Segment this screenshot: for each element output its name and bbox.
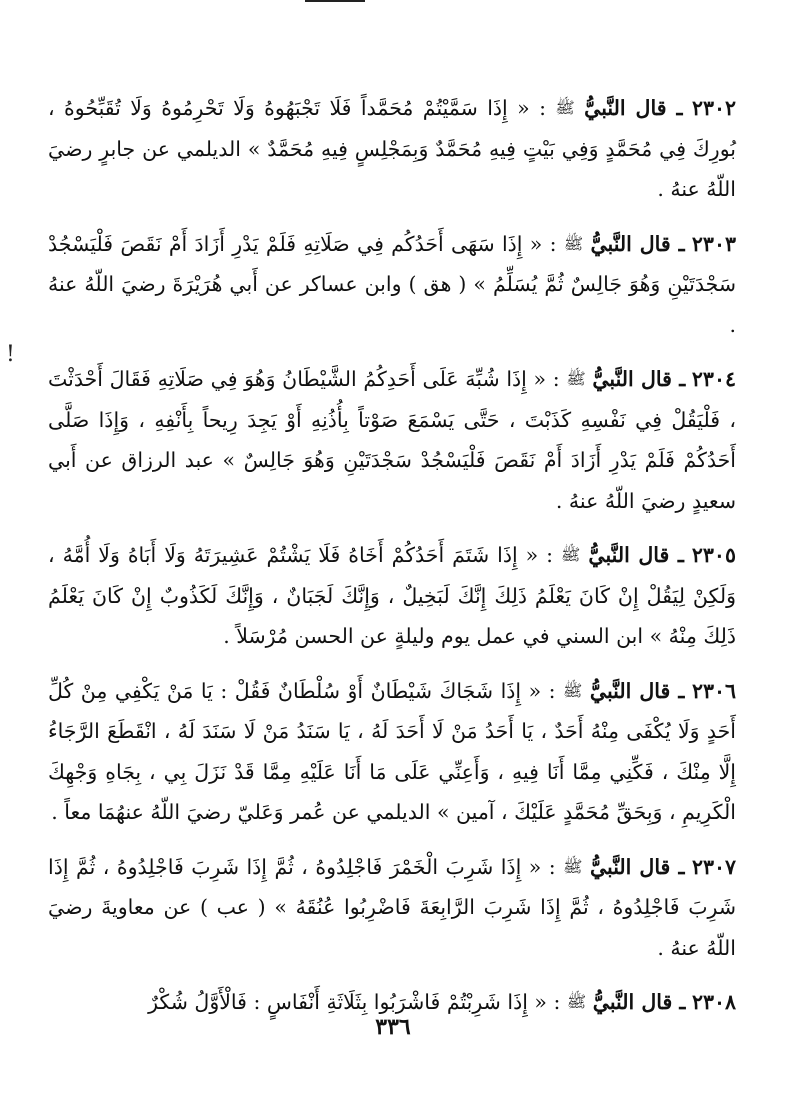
salawat-glyph: ﷺ [555,98,575,117]
hadith-2306: ٢٣٠٦ ـ قال النَّبيُّ ﷺ : « إِذَا شَجَاكَ شَيْطَانٌ أَوْ سُلْطَانٌ فَقُلْ : يَا مَنْ يَكْفِي مِنْ كُلِّ أَحَدٍ وَلَا يُكْفَى مِنْهُ أَحَدٌ ، يَا أَحَدُ مَنْ لَا أَحَدَ لَهُ ، يَا سَنَدُ مَنْ لَا سَنَدَ لَهُ ، انْقَطَعَ الرَّجَاءُ إِلَّا مِنْكَ ، فَكِّنِي مِمَّا أَنَا فِيهِ ، وَأَعِنِّي عَلَى مَا أَنَا عَلَيْهِ مِمَّا قَدْ نَزَلَ بِي ، بِجَاهِ وَجْهِكَ الْكَرِيمِ ، وَبِحَقِّ مُحَمَّدٍ عَلَيْكَ ، آمين » الديلمي عن عُمر وَعَليّ رضيَ اللّهُ عنهُمَا معاً . [48,678,736,824]
salawat-glyph: ﷺ [566,369,586,388]
hadith-2305: ٢٣٠٥ ـ قال النَّبيُّ ﷺ : « إِذَا شَتَمَ أَحَدُكُمْ أَخَاهُ فَلَا يَشْتُمْ عَشِيرَتَهُ وَلَا أَبَاهُ وَلَا أُمَّهُ ، وَلَكِنْ لِيَقُلْ إِنْ كَانَ يَعْلَمُ ذَلِكَ إِنَّكَ لَبَخِيلٌ ، وَإِنَّكَ لَجَبَانٌ ، وَإِنَّكَ لَكَذُوبٌ إِنْ كَانَ يَعْلَمُ ذَلِكَ مِنْهُ » ابن السني في عمل يوم وليلةٍ عن الحسن مُرْسَلاً . [48,543,736,648]
hadith-text: : « إِذَا سَهَى أَحَدُكُم فِي صَلَاتِهِ فَلَمْ يَدْرِ أَزَادَ أَمْ نَقَصَ فَلْيَسْجُدْ سَجْدَتَيْنِ وَهُوَ جَالِسٌ ثُمَّ يُسَلِّمُ » ( هق ) وابن عساكر عن أَبي هُرَيْرَةَ رضيَ اللّهُ عنهُ . [48,231,736,337]
salawat-glyph: ﷺ [563,856,583,876]
hadith-2303: ٢٣٠٣ ـ قال النَّبيُّ ﷺ : « إِذَا سَهَى أَحَدُكُم فِي صَلَاتِهِ فَلَمْ يَدْرِ أَزَادَ أَمْ نَقَصَ فَلْيَسْجُدْ سَجْدَتَيْنِ وَهُوَ جَالِسٌ ثُمَّ يُسَلِّمُ » ( هق ) وابن عساكر عن أَبي هُرَيْرَةَ رضيَ اللّهُ عنهُ . [48,231,736,337]
hadith-number: ٢٣٠٥ [691,543,736,567]
hadith-number: ٢٣٠٧ [691,854,736,879]
salawat-glyph: ﷺ [563,233,584,253]
hadith-lead: قال النَّبيُّ [592,367,672,391]
hadith-text: : « إِذَا شَرِبْتُمْ فَاشْرَبُوا بِثَلَاثَةِ أَنْفَاسٍ : فَالْأَوَّلُ شُكْرٌ [148,990,561,1014]
hadith-lead: قال النَّبيُّ [589,678,671,703]
salawat-glyph: ﷺ [563,680,583,700]
hadith-number: ٢٣٠٤ [691,367,736,391]
hadith-lead: قال النَّبيُّ [590,231,671,256]
hadith-text: : « إِذَا شَرِبَ الْخَمْرَ فَاجْلِدُوهُ ، ثُمَّ إِذَا شَرِبَ فَاجْلِدُوهُ ، ثُمَّ إِذَا شَرِبَ فَاجْلِدُوهُ ، ثُمَّ إِذَا شَرِبَ الرَّابِعَةَ فَاضْرِبُوا عُنُقَهُ » ( عب ) عن معاويةَ رضيَ اللّهُ عنهُ . [48,854,736,960]
hadith-number: ٢٣٠٣ [691,231,736,256]
hadith-number: ٢٣٠٨ [691,990,736,1014]
hadith-lead: قال النَّبيُّ [584,96,667,120]
hadith-text: : « إِذَا شُبِّهَ عَلَى أَحَدِكُمُ الشَّيْطَانُ وَهُوَ فِي صَلَاتِهِ فَقَالَ أَحْدَثْتَ ، فَلْيَقُلْ فِي نَفْسِهِ كَذَبْتَ ، حَتَّى يَسْمَعَ صَوْتاً بِأُذُنِهِ أَوْ يَجِدَ رِيحاً بِأَنْفِهِ ، وَإِذَا صَلَّى أَحَدُكُمْ فَلَمْ يَدْرِ أَزَادَ أَمْ نَقَصَ فَلْيَسْجُدْ سَجْدَتَيْنِ وَهُوَ جَالِسٌ » عبد الرزاق عن أَبي سعيدٍ رضيَ اللّهُ عنهُ . [48,367,736,513]
hadith-lead: قال النَّبيُّ [589,854,671,879]
top-rule [305,0,365,2]
hadith-lead: قال النَّبيُّ [592,990,673,1014]
hadith-text: : « إِذَا شَجَاكَ شَيْطَانٌ أَوْ سُلْطَانٌ فَقُلْ : يَا مَنْ يَكْفِي مِنْ كُلِّ أَحَدٍ وَلَا يُكْفَى مِنْهُ أَحَدٌ ، يَا أَحَدُ مَنْ لَا أَحَدَ لَهُ ، يَا سَنَدُ مَنْ لَا سَنَدَ لَهُ ، انْقَطَعَ الرَّجَاءُ إِلَّا مِنْكَ ، فَكِّنِي مِمَّا أَنَا فِيهِ ، وَأَعِنِّي عَلَى مَا أَنَا عَلَيْهِ مِمَّا قَدْ نَزَلَ بِي ، بِجَاهِ وَجْهِكَ الْكَرِيمِ ، وَبِحَقِّ مُحَمَّدٍ عَلَيْكَ ، آمين » الديلمي عن عُمر وَعَليّ رضيَ اللّهُ عنهُمَا معاً . [48,678,736,824]
hadith-2308: ٢٣٠٨ ـ قال النَّبيُّ ﷺ : « إِذَا شَرِبْتُمْ فَاشْرَبُوا بِثَلَاثَةِ أَنْفَاسٍ : فَالْأَوَّلُ شُكْرٌ [148,990,736,1014]
hadith-2302: ٢٣٠٢ ـ قال النَّبيُّ ﷺ : « إِذَا سَمَّيْتُمْ مُحَمَّداً فَلَا تَجْبَهُوهُ وَلَا تَحْرِمُوهُ وَلَا تُقَبِّحُوهُ ، بُورِكَ فِي مُحَمَّدٍ وَفِي بَيْتٍ فِيهِ مُحَمَّدٌ وَبِمَجْلِسٍ فِيهِ مُحَمَّدٌ » الديلمي عن جابرٍ رضيَ اللّهُ عنهُ . [48,96,736,201]
hadith-number: ٢٣٠٢ [691,96,736,120]
hadith-number: ٢٣٠٦ [691,678,736,703]
hadith-2304: ٢٣٠٤ ـ قال النَّبيُّ ﷺ : « إِذَا شُبِّهَ عَلَى أَحَدِكُمُ الشَّيْطَانُ وَهُوَ فِي صَلَاتِهِ فَقَالَ أَحْدَثْتَ ، فَلْيَقُلْ فِي نَفْسِهِ كَذَبْتَ ، حَتَّى يَسْمَعَ صَوْتاً بِأُذُنِهِ أَوْ يَجِدَ رِيحاً بِأَنْفِهِ ، وَإِذَا صَلَّى أَحَدُكُمْ فَلَمْ يَدْرِ أَزَادَ أَمْ نَقَصَ فَلْيَسْجُدْ سَجْدَتَيْنِ وَهُوَ جَالِسٌ » عبد الرزاق عن أَبي سعيدٍ رضيَ اللّهُ عنهُ . [48,367,736,513]
page-number: ٣٣٦ [375,1014,411,1040]
hadith-2307: ٢٣٠٧ ـ قال النَّبيُّ ﷺ : « إِذَا شَرِبَ الْخَمْرَ فَاجْلِدُوهُ ، ثُمَّ إِذَا شَرِبَ فَاجْلِدُوهُ ، ثُمَّ إِذَا شَرِبَ فَاجْلِدُوهُ ، ثُمَّ إِذَا شَرِبَ الرَّابِعَةَ فَاضْرِبُوا عُنُقَهُ » ( عب ) عن معاويةَ رضيَ اللّهُ عنهُ . [48,854,736,960]
salawat-glyph: ﷺ [566,992,587,1011]
hadith-text: : « إِذَا سَمَّيْتُمْ مُحَمَّداً فَلَا تَجْبَهُوهُ وَلَا تَحْرِمُوهُ وَلَا تُقَبِّحُوهُ ، بُورِكَ فِي مُحَمَّدٍ وَفِي بَيْتٍ فِيهِ مُحَمَّدٌ وَبِمَجْلِسٍ فِيهِ مُحَمَّدٌ » الديلمي عن جابرٍ رضيَ اللّهُ عنهُ . [48,96,736,201]
hadith-lead: قال النَّبيُّ [588,543,670,567]
hadith-page [48,88,736,1037]
margin-mark: ! [6,342,15,367]
salawat-glyph: ﷺ [561,545,581,564]
hadith-text: : « إِذَا شَتَمَ أَحَدُكُمْ أَخَاهُ فَلَا يَشْتُمْ عَشِيرَتَهُ وَلَا أَبَاهُ وَلَا أُمَّهُ ، وَلَكِنْ لِيَقُلْ إِنْ كَانَ يَعْلَمُ ذَلِكَ إِنَّكَ لَبَخِيلٌ ، وَإِنَّكَ لَجَبَانٌ ، وَإِنَّكَ لَكَذُوبٌ إِنْ كَانَ يَعْلَمُ ذَلِكَ مِنْهُ » ابن السني في عمل يوم وليلةٍ عن الحسن مُرْسَلاً . [48,543,736,648]
